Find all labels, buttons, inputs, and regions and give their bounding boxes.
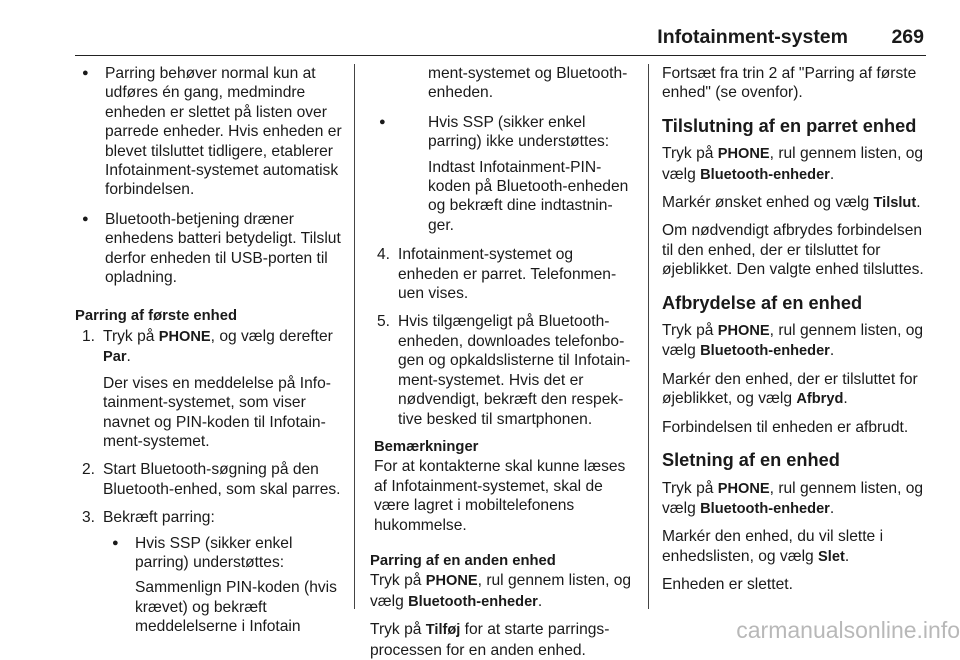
heading-first-device: Parring af første enhed bbox=[75, 308, 237, 325]
disconnect-3: Forbindelsen til enheden er afbrudt. bbox=[662, 418, 909, 436]
connect-2 bbox=[662, 193, 928, 213]
add-label: Tilføj bbox=[425, 622, 461, 639]
heading-second-device: Parring af en anden enhed bbox=[370, 552, 556, 569]
bullet-pairing-once: ● Parring behøver normal kun at udføres én gang, medmindre enheden er slettet på listen over parrede enheder. Hvis enheden er blevet tilsluttet tidligere, etablerer Infotainment-systemet automatisk forbindelsen. bbox=[75, 64, 347, 200]
text: . bbox=[829, 499, 835, 517]
phone-label: PHONE bbox=[425, 573, 478, 590]
step-number: 3. bbox=[82, 509, 96, 527]
step-text: Infotainment-systemet og enheden er parret. Telefonmenuen vises. bbox=[398, 246, 617, 303]
text: , rul gennem listen, og vælg bbox=[662, 145, 924, 183]
page-header bbox=[0, 28, 924, 54]
step-text: Hvis tilgængeligt på Bluetooth-enheden, downloades telefonbogen og opkaldslisterne til Infotainment-systemet. Hvis det er nødvendigt, bekræft den respektive besked til smartphonen. bbox=[398, 313, 631, 428]
text: . bbox=[843, 390, 848, 408]
phone-label: PHONE bbox=[717, 323, 770, 340]
note-heading: Bemærkninger bbox=[374, 438, 479, 455]
text: Tryk på bbox=[103, 327, 159, 345]
bluetooth-devices-label: Bluetooth-enheder bbox=[700, 343, 830, 360]
nested-para: Indtast Infotainment-PIN-koden på Bluetooth-enheden og bekræft dine indtastninger. bbox=[428, 158, 629, 234]
nested-para: Sammenlign PIN-koden (hvis krævet) og bekræft meddelelserne i Infotain bbox=[135, 579, 337, 636]
delete-2 bbox=[662, 527, 928, 567]
para-second-2 bbox=[370, 620, 632, 660]
header-title: Infotainment-system bbox=[657, 26, 848, 48]
text: . bbox=[916, 194, 921, 212]
text: . bbox=[829, 165, 835, 183]
text: Hvis SSP (sikker enkel parring) ikke understøttes: bbox=[428, 113, 610, 151]
connect-label: Tilslut bbox=[873, 195, 917, 212]
text: Tryk på bbox=[662, 145, 718, 163]
text: for at starte parringsprocessen for en anden enhed. bbox=[370, 621, 610, 659]
column-2 bbox=[370, 64, 632, 660]
column-3 bbox=[662, 64, 928, 595]
delete-1 bbox=[662, 479, 928, 520]
column-divider-2 bbox=[648, 64, 649, 609]
step-4 bbox=[370, 245, 632, 303]
connect-1 bbox=[662, 144, 928, 185]
phone-label: PHONE bbox=[717, 146, 770, 163]
step-number: 4. bbox=[377, 246, 391, 264]
bluetooth-devices-label: Bluetooth-enheder bbox=[408, 593, 538, 610]
step-number: 2. bbox=[82, 461, 96, 479]
phone-label: PHONE bbox=[158, 328, 211, 345]
step-1 bbox=[75, 327, 347, 451]
heading-disconnect: Afbrydelse af en enhed bbox=[662, 292, 863, 313]
delete-3: Enheden er slettet. bbox=[662, 576, 793, 594]
step-number: 5. bbox=[377, 313, 391, 331]
disconnect-label: Afbryd bbox=[796, 391, 844, 408]
step-text: Start Bluetooth-søgning på den Bluetooth-enhed, som skal parres. bbox=[103, 461, 341, 498]
bullet-battery-drain: ● Bluetooth-betjening dræner enhedens batteri betydeligt. Tilslut derfor enheden til USB-porten til opladning. bbox=[75, 210, 347, 288]
nested-bullet-no-ssp bbox=[370, 113, 632, 152]
heading-connect: Tilslutning af en parret enhed bbox=[662, 115, 917, 136]
text: Tryk på bbox=[662, 322, 718, 340]
text: . bbox=[537, 592, 543, 610]
phone-label: PHONE bbox=[717, 480, 770, 497]
delete-label: Slet bbox=[818, 548, 845, 565]
text: Markér den enhed, du vil slette i enhedslisten, og vælg bbox=[662, 528, 884, 565]
column-divider-1 bbox=[354, 64, 355, 609]
text: , rul gennem listen, og vælg bbox=[662, 322, 924, 360]
step-3 bbox=[75, 508, 347, 636]
continued-text: ment-systemet og Bluetooth-enheden. bbox=[428, 65, 628, 102]
text: . bbox=[829, 342, 835, 360]
step-text: Bekræft parring: bbox=[103, 509, 215, 527]
heading-delete: Sletning af en enhed bbox=[662, 450, 840, 471]
text: Tryk på bbox=[370, 621, 426, 639]
bluetooth-devices-label: Bluetooth-enheder bbox=[700, 500, 830, 517]
header-rule bbox=[75, 55, 926, 56]
text: Tryk på bbox=[370, 572, 426, 590]
par-label: Par bbox=[103, 349, 127, 366]
column-1 bbox=[75, 64, 347, 646]
nested-bullet-ssp: ● Hvis SSP (sikker enkel parring) understøttes: bbox=[103, 534, 347, 573]
step-number: 1. bbox=[82, 327, 96, 345]
text: . bbox=[126, 348, 131, 366]
step-para: Der vises en meddelelse på Infotainment-systemet, som viser navnet og PIN-koden til Infotainment-systemet. bbox=[103, 374, 331, 450]
para-second-1 bbox=[370, 571, 632, 612]
text: Markér ønsket enhed og vælg bbox=[662, 194, 874, 212]
text: Markér den enhed, der er tilsluttet for øjeblikket, og vælg bbox=[662, 370, 918, 408]
note-body: For at kontakterne skal kunne læses af Infotainment-systemet, skal de være lagret i mobiltelefonens hukommelse. bbox=[374, 458, 626, 534]
text: , rul gennem listen, og vælg bbox=[662, 479, 924, 517]
watermark: carmanualsonline.info bbox=[736, 616, 960, 643]
page-number: 269 bbox=[891, 26, 924, 48]
disconnect-2 bbox=[662, 370, 928, 410]
step-2 bbox=[75, 460, 347, 499]
connect-3: Om nødvendigt afbrydes forbindelsen til den enhed, der er tilsluttet for øjeblikket. Den valgte enhed tilsluttes. bbox=[662, 222, 924, 279]
step-5 bbox=[370, 312, 632, 428]
intro-text: Fortsæt fra trin 2 af "Parring af første enhed" (se ovenfor). bbox=[662, 65, 917, 102]
bluetooth-devices-label: Bluetooth-enheder bbox=[700, 166, 830, 183]
text: . bbox=[844, 547, 850, 565]
text: Tryk på bbox=[662, 479, 718, 497]
text: , rul gennem listen, og vælg bbox=[370, 572, 632, 610]
disconnect-1 bbox=[662, 321, 928, 362]
step-text bbox=[103, 327, 347, 368]
text: , og vælg derefter bbox=[210, 327, 333, 345]
